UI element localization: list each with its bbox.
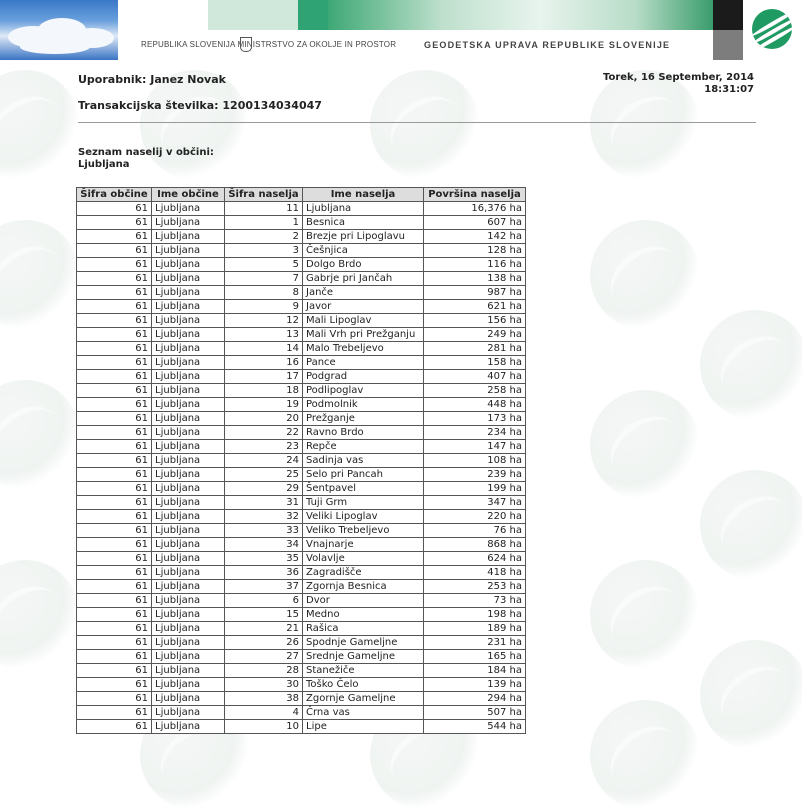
settlement-name-cell: Dvor [303, 594, 424, 608]
municipality-name-cell: Ljubljana [152, 524, 225, 538]
municipality-name-cell: Ljubljana [152, 272, 225, 286]
settlement-area-cell: 621 ha [424, 300, 526, 314]
table-row [77, 342, 526, 356]
municipality-code-cell: 61 [77, 580, 152, 594]
settlement-code-cell: 30 [225, 678, 303, 692]
settlement-name-cell: Mali Lipoglav [303, 314, 424, 328]
municipality-name-cell: Ljubljana [152, 664, 225, 678]
settlement-name-cell: Sadinja vas [303, 454, 424, 468]
table-header-row [77, 188, 526, 202]
municipality-code-cell: 61 [77, 314, 152, 328]
municipality-name-cell: Ljubljana [152, 692, 225, 706]
settlement-area-cell: 158 ha [424, 356, 526, 370]
table-row [77, 566, 526, 580]
municipality-code-cell: 61 [77, 230, 152, 244]
table-row [77, 426, 526, 440]
settlement-area-cell: 239 ha [424, 468, 526, 482]
municipality-name-cell: Ljubljana [152, 510, 225, 524]
table-row [77, 272, 526, 286]
table-row [77, 412, 526, 426]
settlement-area-cell: 347 ha [424, 496, 526, 510]
header-banner [0, 0, 802, 60]
municipality-name-cell: Ljubljana [152, 370, 225, 384]
table-row [77, 580, 526, 594]
transaction-label: Transakcijska številka: [78, 99, 219, 112]
settlement-name-cell: Češnjica [303, 244, 424, 258]
settlement-area-cell: 624 ha [424, 552, 526, 566]
settlement-code-cell: 10 [225, 720, 303, 734]
table-row [77, 454, 526, 468]
table-row [77, 496, 526, 510]
settlement-area-cell: 189 ha [424, 622, 526, 636]
municipality-name-cell: Ljubljana [152, 300, 225, 314]
settlement-name-cell: Zgornja Besnica [303, 580, 424, 594]
table-row [77, 608, 526, 622]
settlement-code-cell: 1 [225, 216, 303, 230]
settlement-code-cell: 28 [225, 664, 303, 678]
settlement-code-cell: 22 [225, 426, 303, 440]
column-header: Ime občine [152, 188, 225, 202]
municipality-code-cell: 61 [77, 244, 152, 258]
settlement-name-cell: Lipe [303, 720, 424, 734]
municipality-name-cell: Ljubljana [152, 258, 225, 272]
settlement-code-cell: 2 [225, 230, 303, 244]
table-row [77, 706, 526, 720]
municipality-name-cell: Ljubljana [152, 356, 225, 370]
municipality-name-cell: Ljubljana [152, 608, 225, 622]
municipality-code-cell: 61 [77, 412, 152, 426]
municipality-code-cell: 61 [77, 524, 152, 538]
table-row [77, 398, 526, 412]
settlement-area-cell: 448 ha [424, 398, 526, 412]
municipality-name-cell: Ljubljana [152, 566, 225, 580]
municipality-code-cell: 61 [77, 272, 152, 286]
column-header: Površina naselja [424, 188, 526, 202]
settlement-code-cell: 17 [225, 370, 303, 384]
municipality-name: Ljubljana [78, 159, 130, 170]
settlement-area-cell: 139 ha [424, 678, 526, 692]
table-row [77, 678, 526, 692]
municipality-name-cell: Ljubljana [152, 398, 225, 412]
settlement-name-cell: Zagradišče [303, 566, 424, 580]
settlement-code-cell: 37 [225, 580, 303, 594]
municipality-code-cell: 61 [77, 608, 152, 622]
municipality-code-cell: 61 [77, 552, 152, 566]
settlement-name-cell: Veliki Lipoglav [303, 510, 424, 524]
municipality-code-cell: 61 [77, 678, 152, 692]
settlement-area-cell: 507 ha [424, 706, 526, 720]
settlement-code-cell: 5 [225, 258, 303, 272]
settlement-code-cell: 9 [225, 300, 303, 314]
municipality-name-cell: Ljubljana [152, 706, 225, 720]
settlement-name-cell: Selo pri Pancah [303, 468, 424, 482]
settlement-area-cell: 173 ha [424, 412, 526, 426]
settlement-area-cell: 220 ha [424, 510, 526, 524]
table-row [77, 524, 526, 538]
municipality-code-cell: 61 [77, 636, 152, 650]
municipality-name-cell: Ljubljana [152, 426, 225, 440]
settlement-code-cell: 32 [225, 510, 303, 524]
settlement-code-cell: 27 [225, 650, 303, 664]
water-wave-image [328, 0, 713, 30]
settlement-area-cell: 281 ha [424, 342, 526, 356]
time-text: 18:31:07 [704, 84, 754, 95]
table-row [77, 230, 526, 244]
table-row [77, 370, 526, 384]
settlement-area-cell: 199 ha [424, 482, 526, 496]
municipality-name-cell: Ljubljana [152, 580, 225, 594]
settlements-table [76, 187, 526, 734]
settlement-area-cell: 198 ha [424, 608, 526, 622]
settlement-area-cell: 407 ha [424, 370, 526, 384]
municipality-code-cell: 61 [77, 720, 152, 734]
user-label: Uporabnik: [78, 73, 147, 86]
settlement-code-cell: 29 [225, 482, 303, 496]
settlement-code-cell: 34 [225, 538, 303, 552]
municipality-code-cell: 61 [77, 426, 152, 440]
settlement-area-cell: 147 ha [424, 440, 526, 454]
settlement-area-cell: 16,376 ha [424, 202, 526, 216]
table-row [77, 664, 526, 678]
settlement-area-cell: 138 ha [424, 272, 526, 286]
municipality-code-cell: 61 [77, 538, 152, 552]
settlement-code-cell: 33 [225, 524, 303, 538]
settlement-name-cell: Besnica [303, 216, 424, 230]
settlement-code-cell: 38 [225, 692, 303, 706]
agency-name: GEODETSKA UPRAVA REPUBLIKE SLOVENIJE [424, 40, 671, 50]
municipality-name-cell: Ljubljana [152, 720, 225, 734]
settlement-area-cell: 253 ha [424, 580, 526, 594]
municipality-code-cell: 61 [77, 286, 152, 300]
table-row [77, 538, 526, 552]
settlement-name-cell: Medno [303, 608, 424, 622]
settlement-area-cell: 607 ha [424, 216, 526, 230]
municipality-code-cell: 61 [77, 510, 152, 524]
municipality-code-cell: 61 [77, 496, 152, 510]
list-title: Seznam naselij v občini: [78, 147, 214, 158]
settlement-name-cell: Vnajnarje [303, 538, 424, 552]
municipality-name-cell: Ljubljana [152, 314, 225, 328]
municipality-code-cell: 61 [77, 202, 152, 216]
municipality-name-cell: Ljubljana [152, 286, 225, 300]
settlement-code-cell: 20 [225, 412, 303, 426]
municipality-code-cell: 61 [77, 664, 152, 678]
settlement-code-cell: 18 [225, 384, 303, 398]
settlement-area-cell: 249 ha [424, 328, 526, 342]
settlement-code-cell: 15 [225, 608, 303, 622]
settlement-name-cell: Repče [303, 440, 424, 454]
column-header: Šifra občine [77, 188, 152, 202]
table-row [77, 594, 526, 608]
settlement-area-cell: 73 ha [424, 594, 526, 608]
municipality-name-cell: Ljubljana [152, 244, 225, 258]
settlement-name-cell: Stanežiče [303, 664, 424, 678]
table-row [77, 622, 526, 636]
municipality-name-cell: Ljubljana [152, 650, 225, 664]
municipality-name-cell: Ljubljana [152, 496, 225, 510]
settlement-code-cell: 8 [225, 286, 303, 300]
municipality-code-cell: 61 [77, 650, 152, 664]
settlement-area-cell: 108 ha [424, 454, 526, 468]
municipality-code-cell: 61 [77, 454, 152, 468]
settlement-name-cell: Podgrad [303, 370, 424, 384]
settlement-name-cell: Ravno Brdo [303, 426, 424, 440]
municipality-name-cell: Ljubljana [152, 384, 225, 398]
settlement-code-cell: 31 [225, 496, 303, 510]
transaction-info [78, 99, 322, 112]
settlement-code-cell: 24 [225, 454, 303, 468]
settlement-code-cell: 19 [225, 398, 303, 412]
table-row [77, 692, 526, 706]
table-row [77, 636, 526, 650]
settlement-area-cell: 234 ha [424, 426, 526, 440]
municipality-code-cell: 61 [77, 622, 152, 636]
coat-of-arms-icon [240, 37, 252, 52]
municipality-name-cell: Ljubljana [152, 230, 225, 244]
municipality-name-cell: Ljubljana [152, 538, 225, 552]
municipality-name-cell: Ljubljana [152, 552, 225, 566]
municipality-code-cell: 61 [77, 706, 152, 720]
settlement-area-cell: 76 ha [424, 524, 526, 538]
municipality-code-cell: 61 [77, 384, 152, 398]
municipality-code-cell: 61 [77, 356, 152, 370]
table-row [77, 440, 526, 454]
table-row [77, 216, 526, 230]
settlement-name-cell: Spodnje Gameljne [303, 636, 424, 650]
table-row [77, 720, 526, 734]
municipality-code-cell: 61 [77, 258, 152, 272]
settlement-code-cell: 25 [225, 468, 303, 482]
settlement-name-cell: Rašica [303, 622, 424, 636]
settlement-name-cell: Zgornje Gameljne [303, 692, 424, 706]
settlement-name-cell: Srednje Gameljne [303, 650, 424, 664]
settlement-name-cell: Dolgo Brdo [303, 258, 424, 272]
settlement-area-cell: 128 ha [424, 244, 526, 258]
settlement-name-cell: Pance [303, 356, 424, 370]
municipality-code-cell: 61 [77, 594, 152, 608]
settlement-code-cell: 12 [225, 314, 303, 328]
municipality-name-cell: Ljubljana [152, 636, 225, 650]
settlement-area-cell: 294 ha [424, 692, 526, 706]
table-body [77, 202, 526, 734]
municipality-code-cell: 61 [77, 216, 152, 230]
table-row [77, 510, 526, 524]
municipality-code-cell: 61 [77, 370, 152, 384]
settlement-name-cell: Brezje pri Lipoglavu [303, 230, 424, 244]
settlement-name-cell: Črna vas [303, 706, 424, 720]
settlement-name-cell: Javor [303, 300, 424, 314]
municipality-name-cell: Ljubljana [152, 622, 225, 636]
settlement-name-cell: Mali Vrh pri Prežganju [303, 328, 424, 342]
municipality-code-cell: 61 [77, 342, 152, 356]
municipality-name-cell: Ljubljana [152, 202, 225, 216]
municipality-code-cell: 61 [77, 468, 152, 482]
municipality-code-cell: 61 [77, 300, 152, 314]
settlement-area-cell: 987 ha [424, 286, 526, 300]
settlement-area-cell: 258 ha [424, 384, 526, 398]
table-row [77, 482, 526, 496]
settlement-name-cell: Podmolnik [303, 398, 424, 412]
ministry-text: REPUBLIKA SLOVENIJA MINISTRSTVO ZA OKOLJE IN PROSTOR [141, 40, 397, 49]
settlement-code-cell: 6 [225, 594, 303, 608]
settlement-code-cell: 4 [225, 706, 303, 720]
divider [78, 122, 756, 123]
date-text: Torek, 16 September, 2014 [602, 72, 754, 83]
table-row [77, 650, 526, 664]
gurs-logo-icon [752, 9, 792, 49]
settlement-name-cell: Gabrje pri Jančah [303, 272, 424, 286]
table-row [77, 384, 526, 398]
table-row [77, 244, 526, 258]
user-info [78, 73, 226, 86]
municipality-name-cell: Ljubljana [152, 482, 225, 496]
table-row [77, 314, 526, 328]
table-row [77, 468, 526, 482]
settlement-code-cell: 3 [225, 244, 303, 258]
municipality-name-cell: Ljubljana [152, 216, 225, 230]
column-header: Šifra naselja [225, 188, 303, 202]
settlement-name-cell: Veliko Trebeljevo [303, 524, 424, 538]
settlement-area-cell: 544 ha [424, 720, 526, 734]
settlement-name-cell: Šentpavel [303, 482, 424, 496]
settlement-name-cell: Prežganje [303, 412, 424, 426]
settlement-code-cell: 7 [225, 272, 303, 286]
date-time [603, 72, 754, 96]
municipality-code-cell: 61 [77, 398, 152, 412]
table-row [77, 286, 526, 300]
column-header: Ime naselja [303, 188, 424, 202]
table-row [77, 328, 526, 342]
settlement-area-cell: 184 ha [424, 664, 526, 678]
municipality-name-cell: Ljubljana [152, 594, 225, 608]
settlement-code-cell: 36 [225, 566, 303, 580]
settlement-area-cell: 116 ha [424, 258, 526, 272]
municipality-name-cell: Ljubljana [152, 328, 225, 342]
municipality-code-cell: 61 [77, 482, 152, 496]
municipality-code-cell: 61 [77, 328, 152, 342]
settlement-code-cell: 21 [225, 622, 303, 636]
settlement-code-cell: 16 [225, 356, 303, 370]
transaction-number: 1200134034047 [222, 99, 322, 112]
sky-image [0, 0, 118, 60]
table-row [77, 258, 526, 272]
settlement-name-cell: Malo Trebeljevo [303, 342, 424, 356]
settlement-code-cell: 14 [225, 342, 303, 356]
settlement-code-cell: 35 [225, 552, 303, 566]
list-heading [78, 147, 214, 171]
table-row [77, 202, 526, 216]
settlement-area-cell: 868 ha [424, 538, 526, 552]
table-row [77, 356, 526, 370]
settlement-code-cell: 11 [225, 202, 303, 216]
table-row [77, 300, 526, 314]
settlement-code-cell: 13 [225, 328, 303, 342]
settlement-name-cell: Volavlje [303, 552, 424, 566]
municipality-name-cell: Ljubljana [152, 342, 225, 356]
settlement-name-cell: Janče [303, 286, 424, 300]
municipality-name-cell: Ljubljana [152, 440, 225, 454]
settlement-area-cell: 142 ha [424, 230, 526, 244]
settlement-code-cell: 26 [225, 636, 303, 650]
settlement-area-cell: 231 ha [424, 636, 526, 650]
table-row [77, 552, 526, 566]
settlement-name-cell: Podlipoglav [303, 384, 424, 398]
settlement-code-cell: 23 [225, 440, 303, 454]
settlement-name-cell: Tuji Grm [303, 496, 424, 510]
municipality-name-cell: Ljubljana [152, 412, 225, 426]
settlement-area-cell: 418 ha [424, 566, 526, 580]
municipality-code-cell: 61 [77, 566, 152, 580]
municipality-code-cell: 61 [77, 692, 152, 706]
user-name: Janez Novak [150, 73, 226, 86]
municipality-name-cell: Ljubljana [152, 454, 225, 468]
municipality-code-cell: 61 [77, 440, 152, 454]
settlement-name-cell: Toško Čelo [303, 678, 424, 692]
municipality-name-cell: Ljubljana [152, 678, 225, 692]
municipality-name-cell: Ljubljana [152, 468, 225, 482]
settlement-area-cell: 165 ha [424, 650, 526, 664]
settlement-area-cell: 156 ha [424, 314, 526, 328]
settlement-name-cell: Ljubljana [303, 202, 424, 216]
